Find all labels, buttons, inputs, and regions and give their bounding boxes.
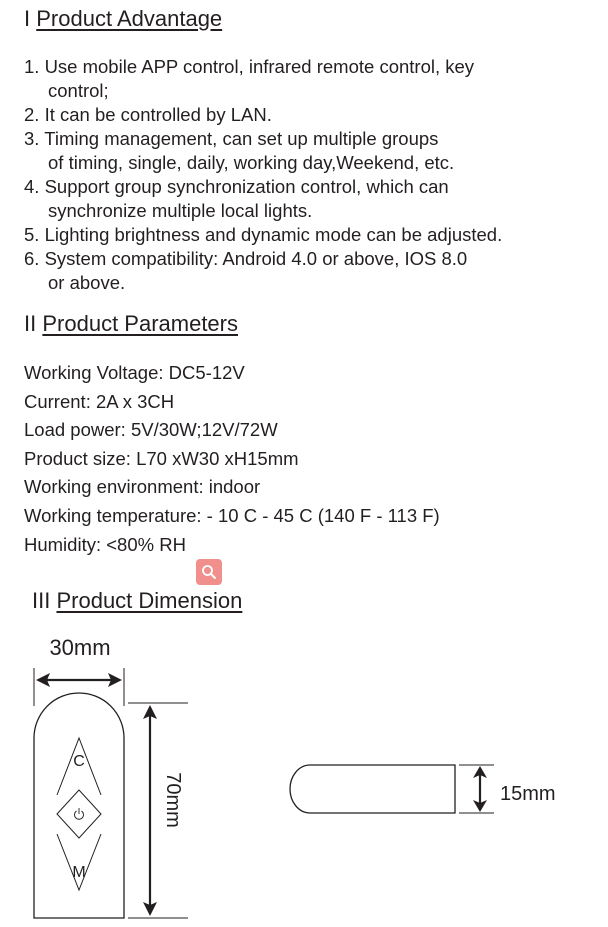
advantage-list — [24, 55, 502, 295]
list-item: 2. It can be controlled by LAN. — [24, 104, 272, 125]
list-item: 4. Support group synchronization control, which can synchronize multiple local lights. — [24, 176, 449, 221]
section-heading-advantage — [24, 6, 222, 32]
param-load-power: Load power: 5V/30W;12V/72W — [24, 419, 278, 441]
thickness-dimension-arrow — [459, 765, 494, 813]
image-search-button[interactable] — [196, 559, 222, 585]
param-size: Product size: L70 xW30 xH15mm — [24, 447, 299, 469]
search-icon — [201, 564, 217, 580]
section-title: Product Advantage — [36, 6, 223, 31]
list-item: 5. Lighting brightness and dynamic mode can be adjusted. — [24, 224, 503, 245]
section-numeral: III — [32, 588, 51, 613]
section-title: Product Parameters — [42, 311, 238, 336]
list-item: 1. Use mobile APP control, infrared remote control, key control; — [24, 56, 475, 101]
button-c-label: C — [73, 753, 85, 770]
section-heading-dimension — [32, 588, 242, 614]
section-numeral: II — [24, 311, 37, 336]
section-numeral: I — [24, 6, 31, 31]
parameter-list — [24, 359, 440, 559]
param-voltage: Working Voltage: DC5-12V — [24, 362, 245, 383]
power-icon — [74, 808, 83, 819]
section-title: Product Dimension — [56, 588, 243, 613]
param-environment: Working environment: indoor — [24, 476, 261, 498]
device-front-outline — [34, 693, 124, 918]
param-current: Current: 2A x 3CH — [24, 390, 175, 412]
height-label: 70mm — [162, 772, 184, 828]
list-item: 6. System compatibility: Android 4.0 or above, IOS 8.0 or above. — [24, 248, 468, 293]
thickness-label: 15mm — [500, 783, 556, 805]
param-temperature: Working temperature: - 10 C - 45 C (140 F - 113 F) — [24, 504, 440, 526]
param-humidity: Humidity: <80% RH — [24, 533, 186, 555]
section-heading-parameters — [24, 311, 238, 337]
button-m-label: M — [72, 864, 86, 881]
device-side-outline — [290, 765, 455, 813]
chevron-down-icon — [57, 834, 101, 890]
list-item: 3. Timing management, can set up multiple groups of timing, single, daily, working day,Weekend, etc. — [24, 128, 455, 173]
dimension-diagram — [0, 620, 608, 927]
width-label: 30mm — [49, 635, 111, 660]
width-dimension-arrow — [34, 668, 124, 706]
